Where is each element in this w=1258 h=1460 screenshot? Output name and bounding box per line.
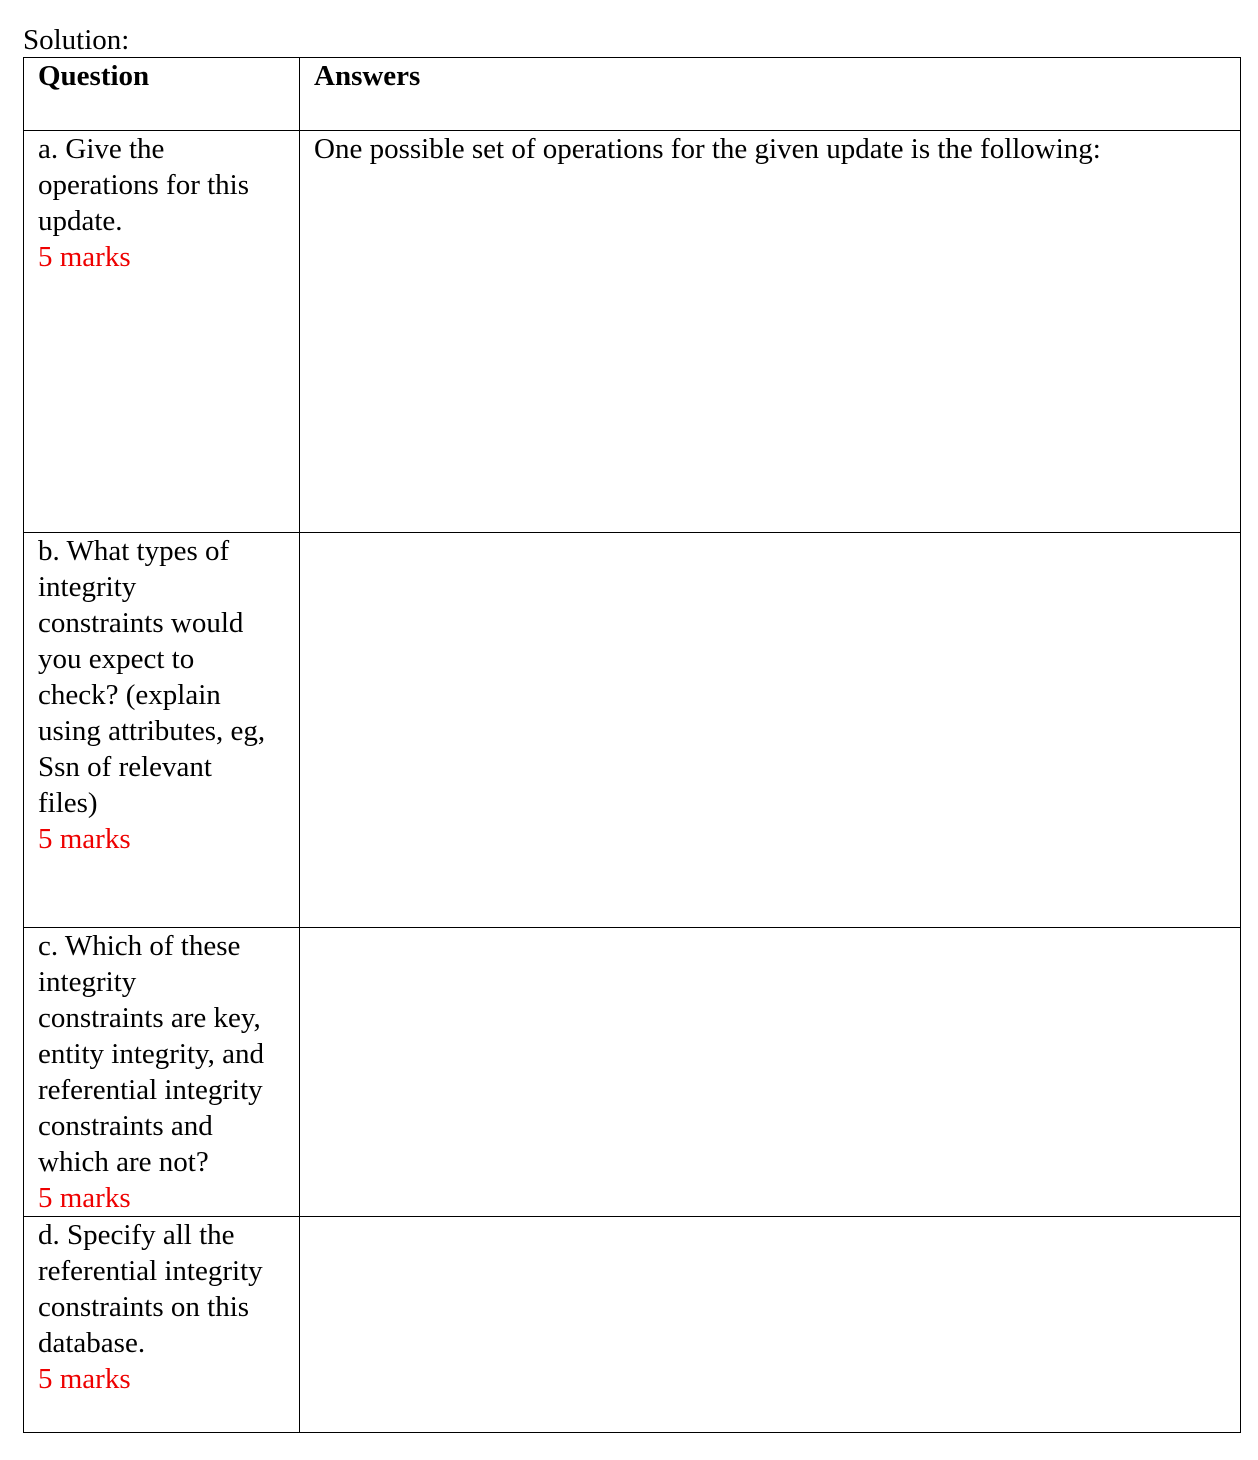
answer-cell-b[interactable] [300,533,1241,928]
table-row-b [24,533,1241,928]
solution-table [23,57,1241,1433]
answers-header: Answers [314,60,421,92]
question-cell-b [24,533,300,928]
answer-cell-a[interactable] [300,131,1241,533]
question-cell-c [24,928,300,1217]
answer-cell-d[interactable] [300,1217,1241,1433]
question-text-a: a. Give the operations for this update. [38,133,250,237]
question-text-c: c. Which of these integrity constraints are key, entity integrity, and referential integrity constraints and which are not? [38,930,265,1178]
question-cell-a [24,131,300,533]
answer-cell-c[interactable] [300,928,1241,1217]
question-text-b: b. What types of integrity constraints would you expect to check? (explain using attributes, eg, Ssn of relevant files) [38,535,266,819]
question-text-d: d. Specify all the referential integrity constraints on this database. [38,1219,263,1359]
table-row-d [24,1217,1241,1433]
answers-header-cell [300,58,1241,131]
table-row-c [24,928,1241,1217]
solution-heading: Solution: [23,24,130,56]
marks-label-c: 5 marks [38,1182,131,1214]
question-cell-d [24,1217,300,1433]
question-header: Question [38,60,150,92]
marks-label-a: 5 marks [38,241,131,273]
answer-text-a: One possible set of operations for the given update is the following: [314,133,1101,165]
table-row-a [24,131,1241,533]
question-header-cell [24,58,300,131]
table-header-row [24,58,1241,131]
marks-label-b: 5 marks [38,823,131,855]
marks-label-d: 5 marks [38,1363,131,1395]
